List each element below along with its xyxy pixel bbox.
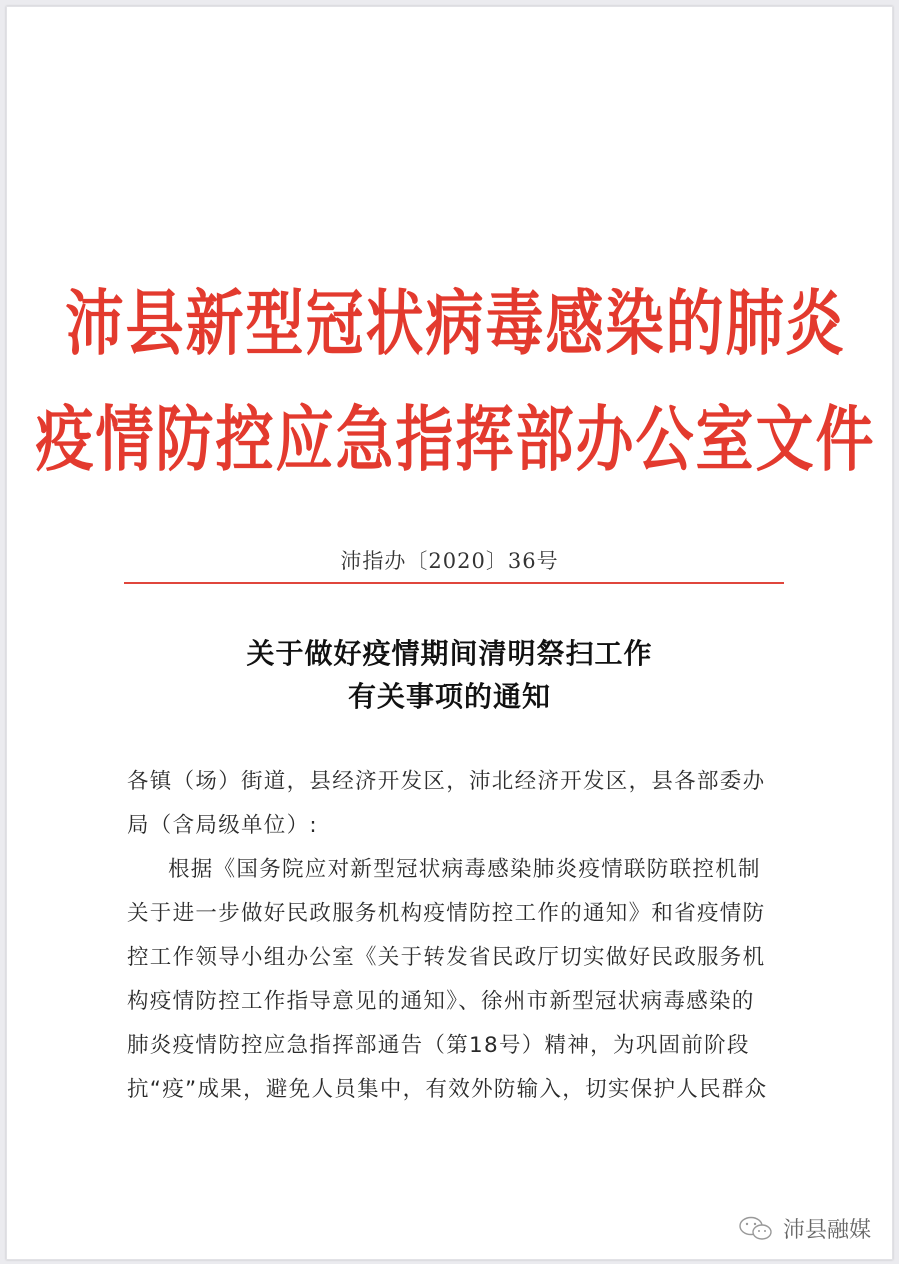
body-line: 构疫情防控工作指导意见的通知》、徐州市新型冠状病毒感染的 xyxy=(127,989,755,1014)
body-line: 控工作领导小组办公室《关于转发省民政厅切实做好民政服务机 xyxy=(127,945,766,970)
source-watermark xyxy=(737,1213,871,1244)
body-line: 肺炎疫情防控应急指挥部通告（第18号）精神，为巩固前阶段 xyxy=(127,1033,750,1058)
red-divider xyxy=(124,582,784,584)
issuer-header-line-1: 沛县新型冠状病毒感染的肺炎 xyxy=(65,281,846,365)
notice-title-line-2: 有关事项的通知 xyxy=(347,680,551,713)
watermark-label: 沛县融媒 xyxy=(782,1218,871,1243)
body-line: 抗“疫”成果，避免人员集中，有效外防输入，切实保护人民群众 xyxy=(127,1077,768,1102)
document-number: 沛指办〔2020〕36号 xyxy=(340,549,559,573)
body-line: 根据《国务院应对新型冠状病毒感染肺炎疫情联防联控机制 xyxy=(168,857,761,882)
wechat-icon xyxy=(737,1215,775,1243)
body-line: 关于进一步做好民政服务机构疫情防控工作的通知》和省疫情防 xyxy=(127,901,766,926)
notice-title-line-1: 关于做好疫情期间清明祭扫工作 xyxy=(246,637,653,670)
body-line: 各镇（场）街道，县经济开发区，沛北经济开发区，县各部委办 xyxy=(127,769,766,794)
issuer-header-line-2: 疫情防控应急指挥部办公室文件 xyxy=(35,397,876,481)
body-line: 局（含局级单位）: xyxy=(127,813,318,838)
